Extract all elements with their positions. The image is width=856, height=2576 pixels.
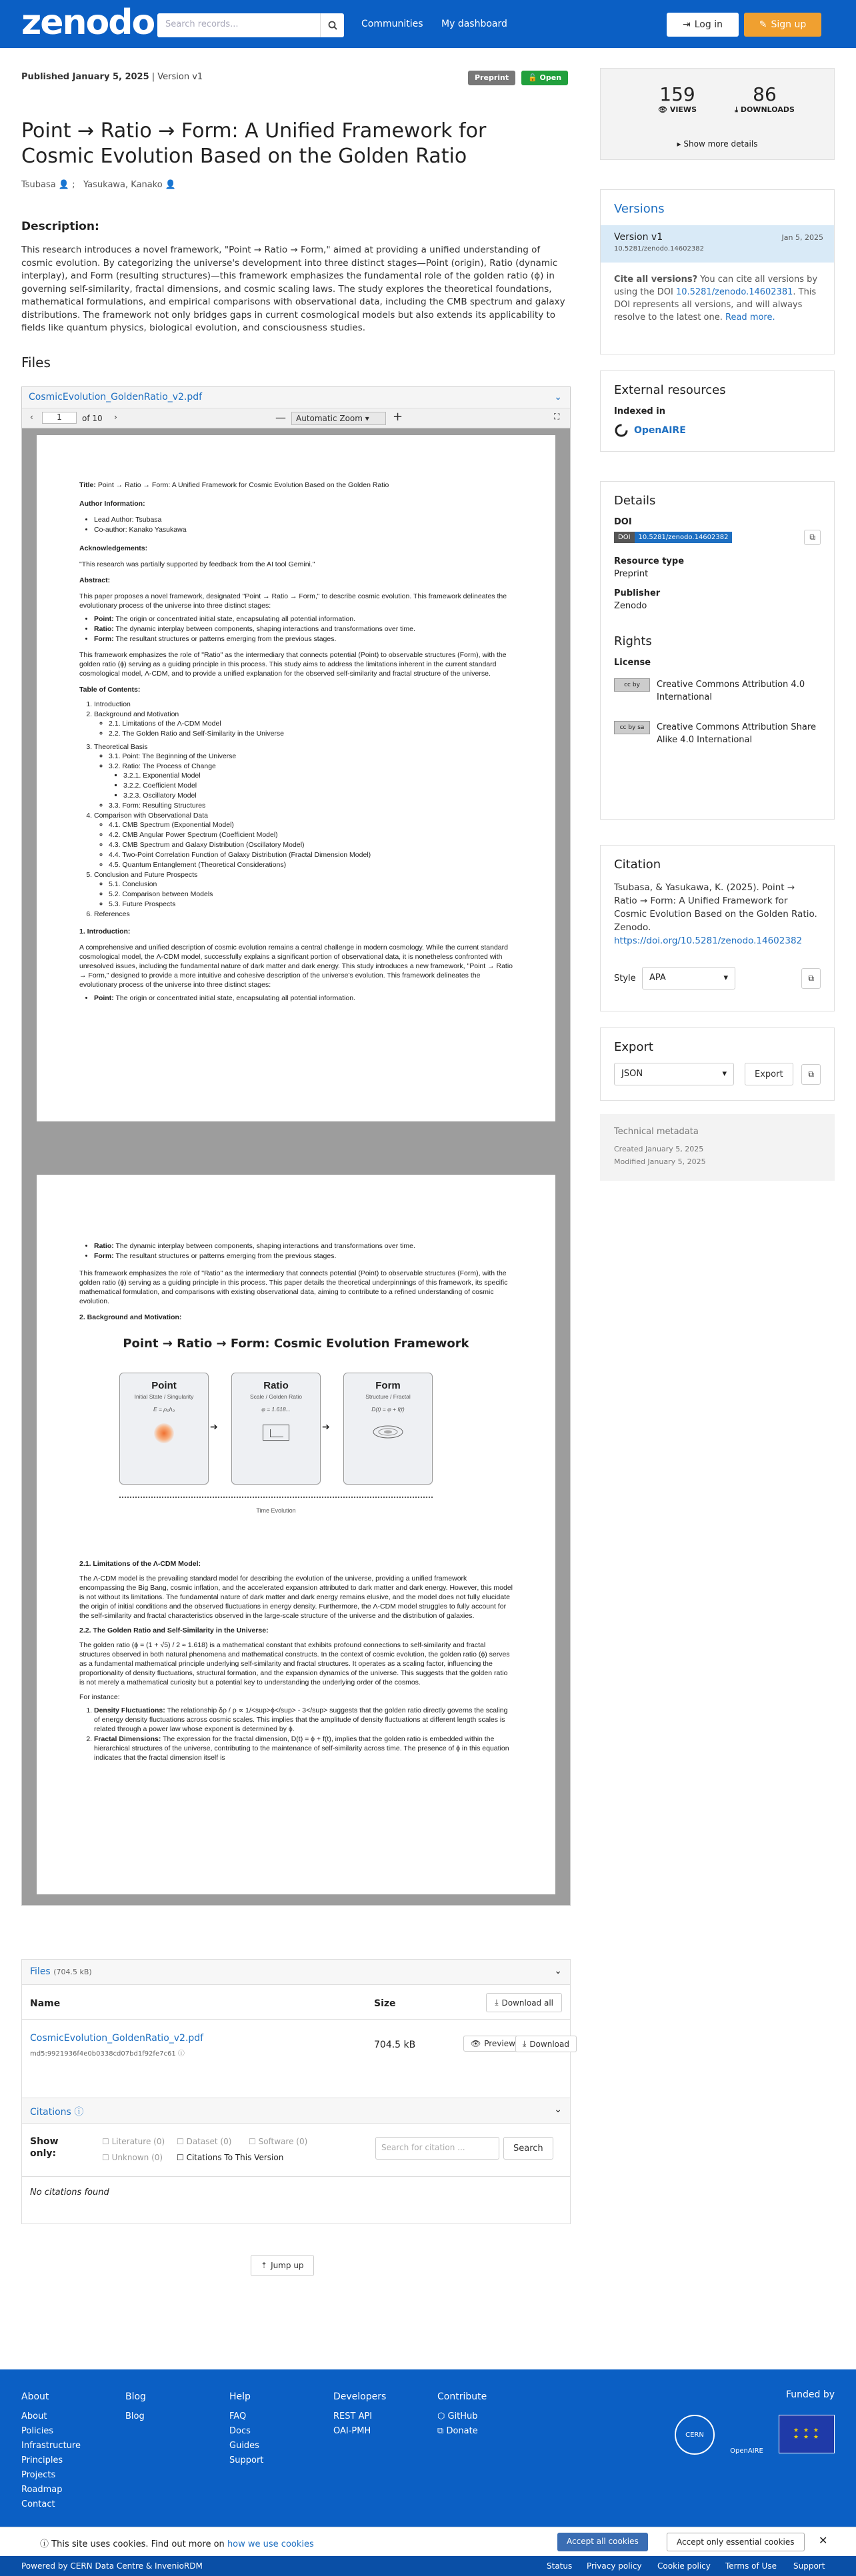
downloads-count: 86 (753, 83, 777, 105)
citation-search-input[interactable]: Search for citation ... (375, 2137, 499, 2160)
files-heading: Files (21, 354, 51, 370)
eu-flag-icon: ★ ★ ★ ★ ★ ★ (779, 2415, 835, 2453)
golden-rectangle-icon (263, 1425, 289, 1441)
user-icon: 👤 ; (55, 180, 81, 190)
spiral-galaxy-icon (371, 1423, 405, 1441)
fullscreen-icon[interactable]: ⛶ (554, 412, 560, 421)
footer-link[interactable]: Blog (125, 2411, 145, 2421)
cookie-policy-link[interactable]: how we use cookies (227, 2539, 314, 2549)
export-panel (600, 1027, 835, 1101)
openaire-logo[interactable]: OpenAIRE (730, 2447, 763, 2455)
zoom-select[interactable]: Automatic Zoom ▾ (291, 412, 386, 425)
export-format-select[interactable]: JSON ▾ (614, 1063, 734, 1085)
signup-icon: ✎ (759, 19, 767, 30)
published-date: Published January 5, 2025 | Version v1 (21, 72, 203, 82)
description-heading: Description: (21, 220, 99, 233)
subfooter-link[interactable]: Terms of Use (725, 2561, 777, 2571)
external-link-icon: ⧉ (437, 2426, 444, 2436)
toc-list: 1. Introduction 2. Background and Motivation ◦ 2.1. Limitations of the Λ-CDM Model ◦ 2.2. The Golden Ratio and Self-Similarity in the Universe 3. Theoretical Basis ◦ 3.1. Point: The Beginning of the Universe ◦ 3.2. Ratio: The Process of Change ▪ 3.2.1. Exponential Model ▪ 3.2.2. Coefficient Model ▪ 3.2.3. Oscillatory Model ◦ 3.3. Form: Resulting Structures 4. Comparison with Observational Data ◦ 4.1. CMB Spectrum (Exponential Model) ◦ 4.2. CMB Angular Power Spectrum (Coefficient Model) ◦ 4.3. CMB Spectrum and Galaxy Distribution (Oscillatory Model) ◦ 4.4. Two-Point Correlation Function of Galaxy Distribution (Fractal Dimension Model) ◦ 4.5. Quantum Entanglement (Theoretical Considerations) 5. Conclusion and Future Prospects ◦ 5.1. Conclusion ◦ 5.2. Comparison between Models ◦ 5.3. Future Prospects 6. References (94, 700, 513, 919)
subfooter-link[interactable]: Cookie policy (657, 2561, 711, 2571)
cc-by-icon: cc by (614, 678, 650, 692)
subfooter-link[interactable]: Status (547, 2561, 573, 2571)
nav-communities[interactable]: Communities (361, 19, 423, 29)
subfooter-link[interactable]: Support (793, 2561, 825, 2571)
zoom-out-icon[interactable]: — (275, 411, 286, 424)
citations-panel (21, 2098, 571, 2224)
files-list-header[interactable]: Files (704.5 kB) ⌄ (22, 1960, 570, 1985)
footer-link[interactable]: Infrastructure (21, 2441, 81, 2451)
col-size: Size (374, 1998, 396, 2009)
footer-link[interactable]: Principles (21, 2455, 63, 2465)
footer-link[interactable]: REST API (333, 2411, 373, 2421)
framework-figure (79, 1339, 513, 1559)
footer-col-developers: Developers REST API OAI-PMH (333, 2389, 386, 2439)
preview-button[interactable]: 👁 Preview (463, 2036, 523, 2052)
citation-search-button[interactable]: Search (503, 2137, 553, 2160)
tech-heading[interactable]: Technical metadata (614, 1127, 699, 1137)
time-axis-label: Time Evolution (256, 1507, 296, 1514)
versions-panel (600, 189, 835, 354)
footer-link[interactable]: Policies (21, 2426, 54, 2436)
chevron-down-icon[interactable]: ⌄ (554, 2104, 562, 2115)
close-icon[interactable]: ✕ (819, 2534, 828, 2547)
version-v1[interactable]: Version v1 10.5281/zenodo.14602382 Jan 5, 2025 (601, 225, 834, 263)
footer-link[interactable]: Roadmap (21, 2485, 63, 2495)
license-2[interactable]: cc by sa Creative Commons Attribution Share Alike 4.0 International (614, 721, 821, 746)
point-glow-icon (154, 1423, 174, 1443)
figure-box-form: Form Structure / Fractal D(t) = φ + f(t) (343, 1373, 433, 1485)
style-label: Style (614, 973, 636, 983)
technical-metadata-panel (600, 1114, 835, 1181)
publisher: Zenodo (614, 601, 647, 611)
filter-dataset[interactable]: ☐ Dataset (0) (177, 2137, 232, 2146)
footer-link[interactable]: Projects (21, 2470, 56, 2480)
openaire-icon (614, 423, 629, 438)
top-header (0, 0, 856, 48)
file-md5: md5:9921936f4e0b0338cd07bd1f92fe7c61 ⓘ (30, 2050, 185, 2058)
footer-link[interactable]: Support (229, 2455, 264, 2465)
footer-link[interactable]: OAI-PMH (333, 2426, 371, 2436)
details-panel (600, 481, 835, 628)
footer-link[interactable]: Guides (229, 2441, 259, 2451)
citation-heading: Citation (614, 858, 661, 872)
resource-type: Preprint (614, 569, 649, 579)
powered-by: Powered by CERN Data Centre & InvenioRDM (21, 2561, 203, 2571)
author-2[interactable]: Yasukawa, Kanako (83, 180, 163, 190)
footer-col-about: About About Policies Infrastructure Principles Projects Roadmap Contact (21, 2389, 81, 2512)
filter-unknown[interactable]: ☐ Unknown (0) (102, 2153, 163, 2162)
file-link[interactable]: CosmicEvolution_GoldenRatio_v2.pdf (30, 2033, 204, 2044)
pdf-page-2: • Ratio: The dynamic interplay between components, shaping interactions and transformations over time. • Form: The resultant structures or patterns emerging from the previous stages. This framework emphasizes the role of "Ratio" as the intermediary that connects potential (Point) to observable structures (Form), with the golden ratio (ϕ) serving as a guiding principle in this process. This paper details the theoretical underpinnings of this framework, its specific mathematical formulation, and comparisons with existing observational data, aiming to contribute to a refined understanding of cosmic evolution. 2. Background and Motivation: Point → Ratio → Form: Cosmic Evolution Framework Point Initial State / Singularity E = ρ₀h₀ ➔ Ratio Scale / Golden Ratio φ = 1.618... ➔ Form Structure / Fractal D(t) = φ + f(t) Time Evolution 2.1. Limitations of the Λ-CDM Model: The Λ-CDM model is the prevailing standard model for describing the evolution of the universe, providing a unified framework encompassing the Big Bang, cosmic inflation, and the accelerated expansion attributed to dark matter and dark energy. However, this model is not without its limitations. The fundamental nature of dark matter and dark energy remains elusive, and the model does not fully elucidate the origin of initial conditions and the observed fluctuations in energy density. Furthermore, the Λ-CDM model struggles to fully account for the self-similarity and fractal characteristics observed in the large-scale structure of the universe and the distribution of galaxies. 2.2. The Golden Ratio and Self-Similarity in the Universe: The golden ratio (ϕ = (1 + √5) / 2 ≈ 1.618) is a mathematical constant that exhibits profound connections to self-similarity and fractal structures observed in both natural phenomena and mathematical constructs. In the context of cosmic evolution, the golden ratio (ϕ) serves as a fundamental mathematical principle underlying self-similarity and fractal structures. It operates as a scaling factor, influencing the proportionality of density fluctuations, structural formation, and the expansion dynamics of the universe. This suggests that the golden ratio is not merely a mathematical curiosity but a potential key to understanding the underlying order of the cosmos. For instance: 1. Density Fluctuations: The relationship δρ / ρ ∝ 1/<sup>ϕ</sup> - 3</sup> suggests that the golden ratio directly governs the scaling of energy density fluctuations across cosmic scales. This implies that the amplitude of density fluctuations at different length scales is related through a power law whose exponent is determined by ϕ. 2. Fractal Dimensions: The expression for the fractal dimension, D(t) = ϕ + f(t), implies that the golden ratio is embedded within the hierarchical structures of the universe, contributing to the maintenance of self-similarity across time. The presence of ϕ in this equation indicates that the fractal dimension itself is (37, 1175, 555, 1894)
modified-date: Modified January 5, 2025 (614, 1157, 706, 1166)
help-icon[interactable]: ⓘ (74, 2107, 84, 2118)
search-input[interactable]: Search records... (165, 19, 239, 29)
pdf-toolbar (22, 408, 570, 428)
citations-heading[interactable]: Citations (30, 2107, 71, 2118)
chevron-down-icon[interactable]: ⌄ (554, 1966, 562, 1976)
description-text: This research introduces a novel framework, "Point → Ratio → Form," aimed at providing a unified understanding of cosmic evolution. By categorizing the universe's development into three distinct stages—Point (origin), Ratio (dynamic interplay), and Form (resulting structures)—this framework emphasizes the fundamental role of the golden ratio (ϕ) in governing self-similarity, fractal dimensions, and cosmic scaling laws. The study explores the theoretical foundations, mathematical formulations, and empirical comparisons with observational data, including the CMB spectrum and galaxy distributions. The framework not only bridges gaps in current cosmological models but also extends its applicability to fields like quantum physics, biological evolution, and consciousness studies. (21, 245, 565, 333)
license-1[interactable]: cc by Creative Commons Attribution 4.0 International (614, 678, 821, 704)
signup-button[interactable]: ✎ Sign up (744, 13, 821, 37)
authors (21, 180, 176, 190)
footer-link[interactable]: About (21, 2411, 47, 2421)
zenodo-logo[interactable]: zenodo (21, 3, 155, 43)
footer-link[interactable]: Docs (229, 2426, 251, 2436)
style-select[interactable]: APA ▾ (642, 967, 735, 989)
external-resources-panel (600, 370, 835, 452)
cookie-banner (0, 2527, 856, 2556)
jump-up-button[interactable]: ⇡ Jump up (251, 2255, 314, 2276)
footer-col-contribute: Contribute ⬡ GitHub ⧉ Donate (437, 2389, 487, 2439)
versions-heading: Versions (614, 202, 665, 216)
copy-icon[interactable]: ⧉ (804, 530, 821, 545)
search-button[interactable] (320, 13, 344, 37)
citation-panel (600, 845, 835, 1011)
footer-link[interactable]: FAQ (229, 2411, 247, 2421)
footer-col-blog: Blog Blog (125, 2389, 146, 2424)
login-button[interactable]: ⇥ Log in (667, 13, 739, 37)
subfooter-link[interactable]: Privacy policy (587, 2561, 642, 2571)
next-page-icon[interactable]: › (114, 412, 117, 422)
resource-type-label: Resource type (614, 556, 685, 566)
details-heading: Details (614, 494, 656, 508)
pdf-page-1: Title: Point → Ratio → Form: A Unified Framework for Cosmic Evolution Based on the Golden Ratio Author Information: • Lead Author: Tsubasa • Co-author: Kanako Yasukawa Acknowledgements: "This research was partially supported by feedback from the AI tool Gemini." Abstract: This paper proposes a novel framework, designated "Point → Ratio → Form," to describe cosmic evolution. This framework delineates the evolutionary process of the universe into three distinct stages: • Point: The origin or concentrated initial state, encapsulating all potential information. • Ratio: The dynamic interplay between components, shaping interactions and transformations over time. • Form: The resultant structures or patterns emerging from the previous stages. This framework emphasizes the role of "Ratio" as the intermediary that connects potential (Point) to observable structures (Form), with the golden ratio (ϕ) serving as a guiding principle in this process. This study aims to address the limitations inherent in the current standard cosmological model, Λ-CDM, and to provide a unified explanation for the observed self-similarity and fractal structure of the universe. Table of Contents: 1. Introduction 2. Background and Motivation ◦ 2.1. Limitations of the Λ-CDM Model ◦ 2.2. The Golden Ratio and Self-Similarity in the Universe 3. Theoretical Basis ◦ 3.1. Point: The Beginning of the Universe ◦ 3.2. Ratio: The Process of Change ▪ 3.2.1. Exponential Model ▪ 3.2.2. Coefficient Model ▪ 3.2.3. Oscillatory Model ◦ 3.3. Form: Resulting Structures 4. Comparison with Observational Data ◦ 4.1. CMB Spectrum (Exponential Model) ◦ 4.2. CMB Angular Power Spectrum (Coefficient Model) ◦ 4.3. CMB Spectrum and Galaxy Distribution (Oscillatory Model) ◦ 4.4. Two-Point Correlation Function of Galaxy Distribution (Fractal Dimension Model) ◦ 4.5. Quantum Entanglement (Theoretical Considerations) 5. Conclusion and Future Prospects ◦ 5.1. Conclusion ◦ 5.2. Comparison between Models ◦ 5.3. Future Prospects 6. References 1. Introduction: A comprehensive and unified description of cosmic evolution remains a central challenge in modern cosmology. While the current standard cosmological model, the Λ-CDM model, successfully explains a significant portion of observational data, it is nonetheless confronted with unresolved issues, including the fundamental nature of dark matter and dark energy. This study introduces a new framework, "Point → Ratio → Form," designed to provide a more intuitive and cohesive description of the universe's evolution. This framework delineates the evolutionary process of the universe into three distinct stages: • Point: The origin or concentrated initial state, encapsulating all potential information. (37, 435, 555, 1121)
search-box[interactable] (157, 13, 344, 37)
views-count: 159 (659, 83, 695, 105)
arrow-icon: ➔ (322, 1421, 330, 1432)
download-button[interactable]: ⤓ Download (515, 2036, 577, 2052)
stats-panel (600, 68, 835, 160)
figure-box-ratio: Ratio Scale / Golden Ratio φ = 1.618... (231, 1373, 321, 1485)
author-1[interactable]: Tsubasa (21, 180, 56, 190)
file-size: 704.5 kB (374, 2040, 416, 2050)
col-name: Name (30, 1998, 61, 2009)
pdf-file-name[interactable]: CosmicEvolution_GoldenRatio_v2.pdf (29, 392, 203, 402)
openaire-link[interactable]: OpenAIRE (614, 423, 821, 438)
badge-open: 🔓 Open (521, 71, 568, 85)
download-icon: ⤓ (523, 2039, 527, 2048)
eye-icon: 👁 (658, 105, 667, 114)
funded-by: Funded by (785, 2389, 835, 2400)
rights-panel (600, 622, 835, 820)
downloads-label: ⤓ DOWNLOADS (735, 105, 795, 114)
external-heading: External resources (614, 383, 726, 397)
nav-dashboard[interactable]: My dashboard (441, 19, 507, 29)
footer-link[interactable]: ⧉ Donate (437, 2426, 478, 2436)
copy-export-icon[interactable]: ⧉ (801, 1064, 821, 1085)
indexed-in-label: Indexed in (614, 406, 665, 416)
search-icon (328, 21, 337, 30)
footer-link[interactable]: Contact (21, 2499, 55, 2509)
figure-title: Point → Ratio → Form: Cosmic Evolution Framework (123, 1337, 469, 1351)
help-icon: ⓘ (177, 2050, 185, 2058)
accept-essential-cookies-button[interactable]: Accept only essential cookies (667, 2533, 805, 2551)
cookie-text: ⓘ This site uses cookies. Find out more on how we use cookies (40, 2539, 314, 2549)
accept-all-cookies-button[interactable]: Accept all cookies (557, 2533, 648, 2551)
download-icon: ⤓ (495, 1998, 499, 2007)
rights-heading: Rights (614, 634, 652, 648)
filter-literature[interactable]: ☐ Literature (0) (102, 2137, 165, 2146)
show-only-label: Show only: (30, 2136, 59, 2159)
show-more-details[interactable]: ▸ Show more details (677, 139, 758, 149)
publisher-label: Publisher (614, 588, 661, 598)
pdf-preview-header[interactable] (22, 387, 570, 408)
citation-doi-link[interactable]: https://doi.org/10.5281/zenodo.14602382 (614, 936, 803, 946)
export-button[interactable]: Export (745, 1063, 793, 1085)
copy-citation-icon[interactable]: ⧉ (801, 968, 821, 989)
concept-doi-link[interactable]: 10.5281/zenodo.14602381 (675, 287, 793, 297)
page-total: of 10 (82, 414, 103, 423)
badge-preprint: Preprint (468, 71, 515, 85)
prev-page-icon[interactable]: ‹ (30, 412, 33, 422)
license-label: License (614, 658, 651, 668)
pdf-preview (21, 386, 571, 1906)
sub-footer (0, 2556, 856, 2576)
export-heading: Export (614, 1040, 653, 1054)
citation-text: Tsubasa, & Yasukawa, K. (2025). Point → Ratio → Form: A Unified Framework for Cosmic Evolution Based on the Golden Ratio. Zenodo. https://doi.org/10.5281/zenodo.14602382 (614, 882, 817, 946)
login-icon: ⇥ (683, 19, 691, 30)
figure-box-point: Point Initial State / Singularity E = ρ₀h₀ (119, 1373, 209, 1485)
doi-badge[interactable]: DOI 10.5281/zenodo.14602382 ⧉ (614, 531, 821, 547)
cc-by-sa-icon: cc by sa (614, 721, 650, 734)
arrow-icon: ➔ (210, 1421, 218, 1432)
filter-software[interactable]: ☐ Software (0) (249, 2137, 308, 2146)
download-icon: ⤓ (735, 105, 738, 114)
files-list-panel (21, 1959, 571, 2099)
user-icon: 👤 (162, 180, 177, 190)
read-more-link[interactable]: Read more. (725, 313, 775, 322)
page-number-input[interactable]: 1 (42, 412, 77, 424)
eye-icon: 👁 (471, 2039, 481, 2048)
github-icon: ⬡ (437, 2411, 445, 2421)
download-all-button[interactable]: ⤓ Download all (486, 1993, 562, 2012)
cern-logo[interactable]: CERN (675, 2415, 715, 2455)
filter-this-version[interactable]: ☐ Citations To This Version (177, 2153, 284, 2162)
views-label: 👁 VIEWS (658, 105, 697, 114)
info-icon: ⓘ (40, 2539, 49, 2549)
footer-link[interactable]: ⬡ GitHub (437, 2411, 478, 2421)
zoom-in-icon[interactable]: + (393, 410, 403, 424)
chevron-down-icon[interactable]: ⌄ (554, 392, 562, 402)
arrow-up-icon: ⇡ (261, 2261, 268, 2270)
record-title: Point → Ratio → Form: A Unified Framework for Cosmic Evolution Based on the Golden Ratio (21, 119, 487, 168)
cite-all-versions: Cite all versions? You can cite all versions by using the DOI 10.5281/zenodo.14602381. This DOI represents all versions, and will always resolve to the latest one. Read more. (614, 275, 818, 322)
time-axis (119, 1497, 433, 1498)
footer-col-help: Help FAQ Docs Guides Support (229, 2389, 263, 2468)
doi-label: DOI (614, 517, 632, 527)
no-citations: No citations found (30, 2188, 109, 2198)
created-date: Created January 5, 2025 (614, 1145, 704, 1153)
